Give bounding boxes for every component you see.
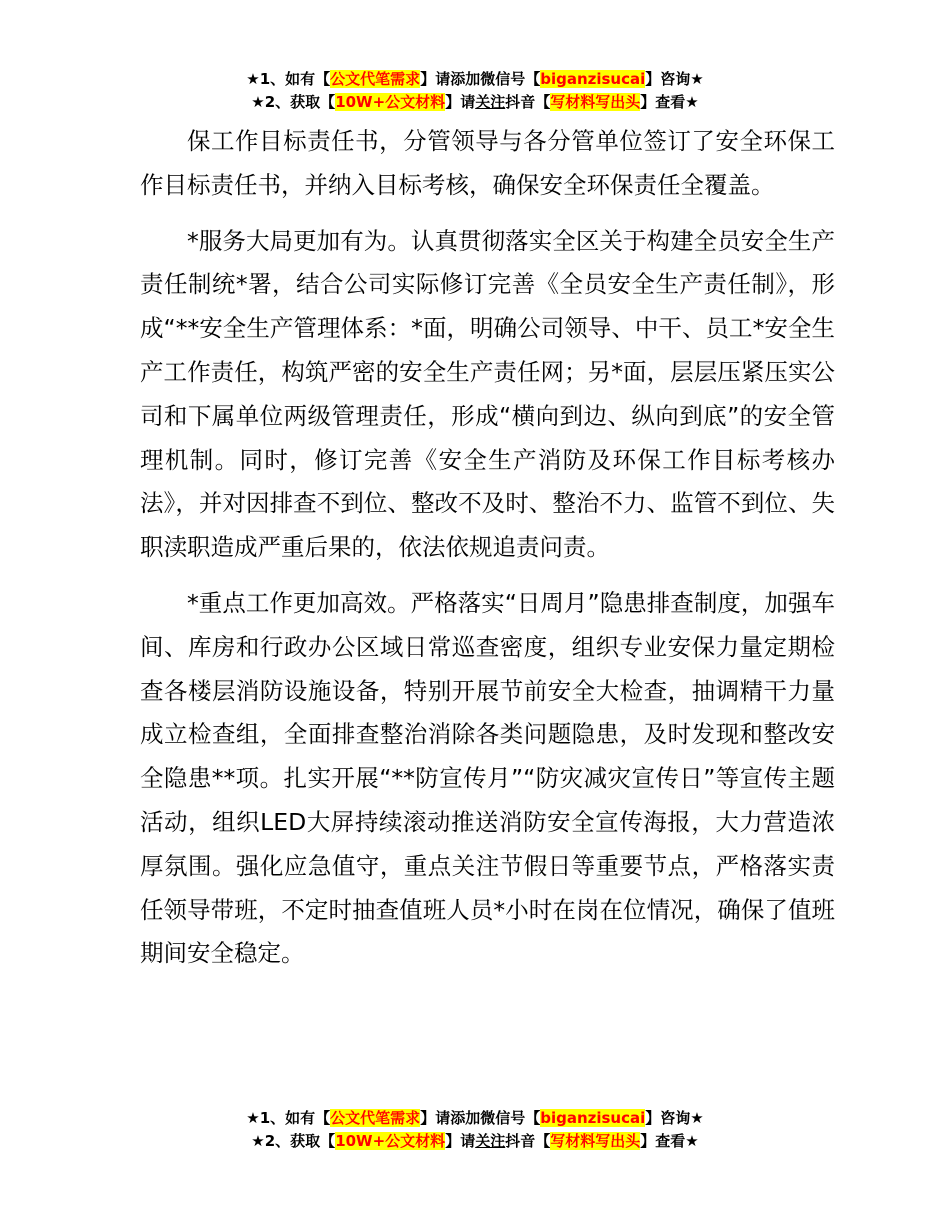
paragraph-2: *服务大局更加有为。认真贯彻落实全区关于构建全员安全生产责任制统*署，结合公司实际修订完善《全员安全生产责任制》，形成“**安全生产管理体系：*面，明确公司领导、中干、员工*安全生产工作责任，构筑严密的安全生产责任网；另*面，层层压紧压实公司和下属单位两级管理责任，形成“横向到边、纵向到底”的安全管理机制。同时，修订完善《安全生产消防及环保工作目标考核办法》，并对因排查不到位、整改不及时、整治不力、监管不到位、失职渎职造成严重后果的，依法依规追责问责。 (140, 226, 835, 562)
highlight-materials: 10W+公文材料 (335, 93, 446, 111)
highlight-wechat-id: biganzisucai (540, 70, 646, 88)
highlight-service: 公文代笔需求 (330, 1109, 421, 1127)
highlight-douyin: 写材料写出头 (550, 93, 641, 111)
highlight-douyin: 写材料写出头 (550, 1132, 641, 1150)
banner-line-2: ★2、获取【10W+公文材料】请关注抖音【写材料写出头】查看★ (251, 1132, 699, 1150)
paragraph-1: 保工作目标责任书，分管领导与各分管单位签订了安全环保工作目标责任书，并纳入目标考核，确保安全环保责任全覆盖。 (140, 127, 835, 199)
document-body (140, 120, 835, 988)
footer-banner (0, 1107, 950, 1153)
highlight-service: 公文代笔需求 (330, 70, 421, 88)
highlight-wechat-id: biganzisucai (540, 1109, 646, 1127)
follow-text: 关注 (475, 93, 506, 111)
banner-line-2: ★2、获取【10W+公文材料】请关注抖音【写材料写出头】查看★ (251, 93, 699, 111)
paragraph-3: *重点工作更加高效。严格落实“日周月”隐患排查制度，加强车间、库房和行政办公区域日常巡查密度，组织专业安保力量定期检查各楼层消防设施设备，特别开展节前安全大检查，抽调精干力量成立检查组，全面排查整治消除各类问题隐患，及时发现和整改安全隐患**项。扎实开展“**防宣传月”“防灾减灾宣传日”等宣传主题活动，组织LED大屏持续滚动推送消防安全宣传海报，大力营造浓厚氛围。强化应急值守，重点关注节假日等重要节点，严格落实责任领导带班，不定时抽查值班人员*小时在岗在位情况，确保了值班期间安全稳定。 (140, 588, 835, 968)
header-banner (0, 68, 950, 114)
banner-line-1: ★1、如有【公文代笔需求】请添加微信号【biganzisucai】咨询★ (246, 70, 704, 88)
banner-line-1: ★1、如有【公文代笔需求】请添加微信号【biganzisucai】咨询★ (246, 1109, 704, 1127)
follow-text: 关注 (475, 1132, 506, 1150)
highlight-materials: 10W+公文材料 (335, 1132, 446, 1150)
